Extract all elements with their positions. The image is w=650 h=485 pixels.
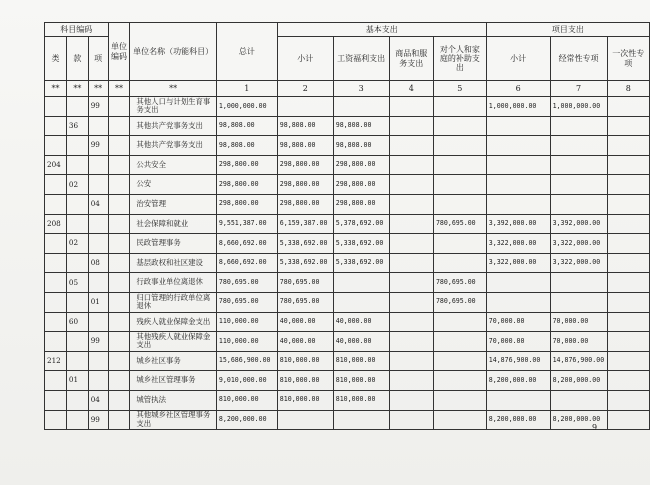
personal-cell xyxy=(433,234,486,254)
wages-cell xyxy=(333,97,389,117)
project-subtotal-cell xyxy=(486,136,550,156)
recurring-cell: 70,000.00 xyxy=(550,332,607,352)
table-row xyxy=(45,312,650,332)
unit-code-cell xyxy=(108,410,130,430)
index-cell: ** xyxy=(108,81,130,97)
basic-subtotal-cell: 98,808.00 xyxy=(277,136,333,156)
goods-cell xyxy=(389,116,433,136)
xiang-cell: 08 xyxy=(88,253,108,273)
wages-cell: 98,808.00 xyxy=(333,136,389,156)
onetime-cell xyxy=(607,332,649,352)
function-name-cell: 其他残疾人就业保障金支出 xyxy=(130,332,217,352)
lei-cell xyxy=(45,136,67,156)
unit-code-cell xyxy=(108,116,130,136)
wages-cell: 98,808.00 xyxy=(333,116,389,136)
recurring-cell: 3,322,000.00 xyxy=(550,253,607,273)
goods-cell xyxy=(389,253,433,273)
project-subtotal-cell xyxy=(486,155,550,175)
kuan-cell xyxy=(66,97,88,117)
xiang-cell xyxy=(88,312,108,332)
table-row xyxy=(45,214,650,234)
xiang-cell xyxy=(88,155,108,175)
xiang-cell xyxy=(88,234,108,254)
goods-cell xyxy=(389,214,433,234)
recurring-cell xyxy=(550,116,607,136)
wages-cell: 5,338,692.00 xyxy=(333,234,389,254)
subject-code-header: 科目编码 xyxy=(45,23,109,37)
recurring-cell: 8,200,000.00 xyxy=(550,410,607,430)
project-subtotal-cell: 70,000.00 xyxy=(486,332,550,352)
basic-subtotal-cell xyxy=(277,410,333,430)
recurring-cell xyxy=(550,175,607,195)
index-cell: 5 xyxy=(433,81,486,97)
personal-cell xyxy=(433,194,486,214)
wages-cell: 298,800.00 xyxy=(333,175,389,195)
goods-cell xyxy=(389,97,433,117)
unit-code-cell xyxy=(108,214,130,234)
table-row xyxy=(45,390,650,410)
kuan-cell xyxy=(66,253,88,273)
personal-cell: 780,695.00 xyxy=(433,214,486,234)
function-name-cell: 民政管理事务 xyxy=(130,234,217,254)
total-cell: 110,000.00 xyxy=(216,312,277,332)
personal-cell xyxy=(433,312,486,332)
total-cell: 110,000.00 xyxy=(216,332,277,352)
onetime-cell xyxy=(607,234,649,254)
recurring-cell xyxy=(550,273,607,293)
goods-cell xyxy=(389,351,433,371)
lei-cell xyxy=(45,332,67,352)
function-name-cell: 城管执法 xyxy=(130,390,217,410)
table-row xyxy=(45,97,650,117)
onetime-cell xyxy=(607,116,649,136)
project-subtotal-cell: 3,322,000.00 xyxy=(486,234,550,254)
function-name-cell: 其他共产党事务支出 xyxy=(130,116,217,136)
total-cell: 9,010,000.00 xyxy=(216,371,277,391)
lei-cell xyxy=(45,97,67,117)
table-row xyxy=(45,155,650,175)
goods-cell xyxy=(389,155,433,175)
function-name-cell: 行政事业单位离退休 xyxy=(130,273,217,293)
kuan-cell xyxy=(66,292,88,312)
function-name-cell: 基层政权和社区建设 xyxy=(130,253,217,273)
kuan-cell xyxy=(66,351,88,371)
total-cell: 780,695.00 xyxy=(216,273,277,293)
lei-cell xyxy=(45,273,67,293)
project-subtotal-cell xyxy=(486,292,550,312)
function-name-cell: 残疾人就业保障金支出 xyxy=(130,312,217,332)
goods-cell xyxy=(389,312,433,332)
personal-cell xyxy=(433,332,486,352)
project-header: 项目支出 xyxy=(486,23,649,37)
personal-cell xyxy=(433,390,486,410)
wages-cell: 810,000.00 xyxy=(333,351,389,371)
goods-cell xyxy=(389,194,433,214)
function-name-cell: 其他城乡社区管理事务支出 xyxy=(130,410,217,430)
recurring-cell xyxy=(550,136,607,156)
project-subtotal-header: 小计 xyxy=(486,37,550,81)
unit-code-cell xyxy=(108,253,130,273)
onetime-header: 一次性专项 xyxy=(607,37,649,81)
function-name-cell: 治安管理 xyxy=(130,194,217,214)
kuan-cell: 01 xyxy=(66,371,88,391)
lei-cell xyxy=(45,371,67,391)
wages-cell: 298,800.00 xyxy=(333,155,389,175)
personal-cell xyxy=(433,351,486,371)
onetime-cell xyxy=(607,253,649,273)
wages-header: 工资福利支出 xyxy=(333,37,389,81)
xiang-cell xyxy=(88,116,108,136)
kuan-cell: 02 xyxy=(66,234,88,254)
unit-code-cell xyxy=(108,292,130,312)
table-row xyxy=(45,253,650,273)
index-cell: 1 xyxy=(216,81,277,97)
unit-code-cell xyxy=(108,351,130,371)
xiang-cell: 99 xyxy=(88,410,108,430)
personal-cell xyxy=(433,155,486,175)
personal-cell xyxy=(433,410,486,430)
unit-code-cell xyxy=(108,312,130,332)
project-subtotal-cell: 3,392,000.00 xyxy=(486,214,550,234)
recurring-cell xyxy=(550,390,607,410)
page-number: 9 xyxy=(592,423,598,432)
kuan-cell xyxy=(66,155,88,175)
total-cell: 780,695.00 xyxy=(216,292,277,312)
unit-code-cell xyxy=(108,136,130,156)
function-name-cell: 社会保障和就业 xyxy=(130,214,217,234)
total-cell: 98,808.00 xyxy=(216,116,277,136)
wages-cell xyxy=(333,292,389,312)
xiang-cell: 01 xyxy=(88,292,108,312)
xiang-cell xyxy=(88,273,108,293)
onetime-cell xyxy=(607,292,649,312)
kuan-cell: 02 xyxy=(66,175,88,195)
xiang-cell: 04 xyxy=(88,390,108,410)
function-name-cell: 城乡社区事务 xyxy=(130,351,217,371)
project-subtotal-cell xyxy=(486,273,550,293)
basic-subtotal-cell: 5,338,692.00 xyxy=(277,253,333,273)
kuan-cell xyxy=(66,214,88,234)
total-cell: 298,800.00 xyxy=(216,175,277,195)
wages-cell: 40,000.00 xyxy=(333,332,389,352)
onetime-cell xyxy=(607,273,649,293)
unit-code-cell xyxy=(108,273,130,293)
basic-subtotal-cell: 810,000.00 xyxy=(277,371,333,391)
lei-cell: 204 xyxy=(45,155,67,175)
project-subtotal-cell xyxy=(486,194,550,214)
table-row xyxy=(45,116,650,136)
basic-subtotal-cell: 298,800.00 xyxy=(277,175,333,195)
total-cell: 9,551,387.00 xyxy=(216,214,277,234)
recurring-cell: 8,200,000.00 xyxy=(550,371,607,391)
recurring-cell: 1,000,000.00 xyxy=(550,97,607,117)
recurring-cell: 3,392,000.00 xyxy=(550,214,607,234)
xiang-cell: 99 xyxy=(88,332,108,352)
basic-subtotal-header: 小计 xyxy=(277,37,333,81)
kuan-cell: 36 xyxy=(66,116,88,136)
recurring-cell: 70,000.00 xyxy=(550,312,607,332)
goods-cell xyxy=(389,371,433,391)
xiang-cell: 99 xyxy=(88,136,108,156)
total-cell: 8,660,692.00 xyxy=(216,253,277,273)
index-cell: 7 xyxy=(550,81,607,97)
personal-cell xyxy=(433,175,486,195)
total-cell: 8,660,692.00 xyxy=(216,234,277,254)
unit-name-header: 单位名称（功能科目） xyxy=(130,23,217,81)
lei-cell xyxy=(45,234,67,254)
onetime-cell xyxy=(607,214,649,234)
basic-subtotal-cell: 810,000.00 xyxy=(277,390,333,410)
personal-header: 对个人和家庭的补助支出 xyxy=(433,37,486,81)
basic-subtotal-cell: 780,695.00 xyxy=(277,273,333,293)
kuan-cell xyxy=(66,410,88,430)
lei-cell xyxy=(45,292,67,312)
index-cell: 6 xyxy=(486,81,550,97)
goods-cell xyxy=(389,410,433,430)
total-cell: 298,800.00 xyxy=(216,194,277,214)
personal-cell xyxy=(433,371,486,391)
onetime-cell xyxy=(607,390,649,410)
index-cell: ** xyxy=(88,81,108,97)
basic-subtotal-cell: 98,808.00 xyxy=(277,116,333,136)
personal-cell: 780,695.00 xyxy=(433,292,486,312)
recurring-cell: 3,322,000.00 xyxy=(550,234,607,254)
personal-cell xyxy=(433,253,486,273)
personal-cell: 780,695.00 xyxy=(433,273,486,293)
function-name-cell: 其他共产党事务支出 xyxy=(130,136,217,156)
recurring-header: 经常性专项 xyxy=(550,37,607,81)
goods-cell xyxy=(389,273,433,293)
basic-subtotal-cell: 40,000.00 xyxy=(277,332,333,352)
onetime-cell xyxy=(607,410,649,430)
unit-code-cell xyxy=(108,390,130,410)
table-row xyxy=(45,410,650,430)
index-cell: 4 xyxy=(389,81,433,97)
goods-cell xyxy=(389,292,433,312)
goods-header: 商品和服务支出 xyxy=(389,37,433,81)
unit-code-cell xyxy=(108,332,130,352)
onetime-cell xyxy=(607,371,649,391)
personal-cell xyxy=(433,136,486,156)
wages-cell: 810,000.00 xyxy=(333,390,389,410)
lei-cell xyxy=(45,194,67,214)
xiang-cell xyxy=(88,175,108,195)
wages-cell: 40,000.00 xyxy=(333,312,389,332)
index-row xyxy=(45,81,650,97)
project-subtotal-cell xyxy=(486,116,550,136)
wages-cell: 298,800.00 xyxy=(333,194,389,214)
table-row xyxy=(45,175,650,195)
wages-cell: 810,000.00 xyxy=(333,371,389,391)
lei-cell xyxy=(45,410,67,430)
basic-subtotal-cell: 6,159,387.00 xyxy=(277,214,333,234)
personal-cell xyxy=(433,97,486,117)
project-subtotal-cell: 8,200,000.00 xyxy=(486,371,550,391)
total-cell: 15,686,900.00 xyxy=(216,351,277,371)
kuan-cell xyxy=(66,332,88,352)
kuan-header: 款 xyxy=(66,37,88,81)
onetime-cell xyxy=(607,175,649,195)
function-name-cell: 城乡社区管理事务 xyxy=(130,371,217,391)
xiang-cell xyxy=(88,371,108,391)
total-cell: 810,000.00 xyxy=(216,390,277,410)
total-cell: 98,808.00 xyxy=(216,136,277,156)
table-row xyxy=(45,194,650,214)
kuan-cell xyxy=(66,194,88,214)
goods-cell xyxy=(389,175,433,195)
basic-subtotal-cell xyxy=(277,97,333,117)
lei-cell xyxy=(45,116,67,136)
basic-header: 基本支出 xyxy=(277,23,486,37)
onetime-cell xyxy=(607,97,649,117)
kuan-cell: 05 xyxy=(66,273,88,293)
onetime-cell xyxy=(607,194,649,214)
recurring-cell: 14,876,900.00 xyxy=(550,351,607,371)
xiang-cell xyxy=(88,214,108,234)
personal-cell xyxy=(433,116,486,136)
function-name-cell: 其他人口与计划生育事务支出 xyxy=(130,97,217,117)
onetime-cell xyxy=(607,155,649,175)
recurring-cell xyxy=(550,194,607,214)
table-row xyxy=(45,234,650,254)
onetime-cell xyxy=(607,351,649,371)
goods-cell xyxy=(389,332,433,352)
table-row xyxy=(45,371,650,391)
lei-header: 类 xyxy=(45,37,67,81)
wages-cell: 5,378,692.00 xyxy=(333,214,389,234)
basic-subtotal-cell: 780,695.00 xyxy=(277,292,333,312)
lei-cell xyxy=(45,175,67,195)
total-cell: 298,800.00 xyxy=(216,155,277,175)
project-subtotal-cell: 70,000.00 xyxy=(486,312,550,332)
table-header xyxy=(45,23,650,97)
recurring-cell xyxy=(550,155,607,175)
basic-subtotal-cell: 810,000.00 xyxy=(277,351,333,371)
project-subtotal-cell: 14,876,900.00 xyxy=(486,351,550,371)
unit-code-cell xyxy=(108,234,130,254)
index-cell: ** xyxy=(45,81,67,97)
table-row xyxy=(45,332,650,352)
goods-cell xyxy=(389,234,433,254)
xiang-cell: 04 xyxy=(88,194,108,214)
index-cell: 8 xyxy=(607,81,649,97)
kuan-cell xyxy=(66,136,88,156)
unit-code-cell xyxy=(108,371,130,391)
total-cell: 1,000,000.00 xyxy=(216,97,277,117)
basic-subtotal-cell: 298,800.00 xyxy=(277,155,333,175)
project-subtotal-cell: 1,000,000.00 xyxy=(486,97,550,117)
recurring-cell xyxy=(550,292,607,312)
onetime-cell xyxy=(607,136,649,156)
lei-cell: 208 xyxy=(45,214,67,234)
total-header: 总计 xyxy=(216,23,277,81)
project-subtotal-cell: 3,322,000.00 xyxy=(486,253,550,273)
wages-cell: 5,338,692.00 xyxy=(333,253,389,273)
table-row xyxy=(45,351,650,371)
unit-code-cell xyxy=(108,194,130,214)
xiang-header: 项 xyxy=(88,37,108,81)
wages-cell xyxy=(333,273,389,293)
basic-subtotal-cell: 298,800.00 xyxy=(277,194,333,214)
unit-code-cell xyxy=(108,155,130,175)
table-row xyxy=(45,273,650,293)
index-cell: 3 xyxy=(333,81,389,97)
lei-cell xyxy=(45,390,67,410)
basic-subtotal-cell: 40,000.00 xyxy=(277,312,333,332)
onetime-cell xyxy=(607,312,649,332)
goods-cell xyxy=(389,136,433,156)
index-cell: ** xyxy=(130,81,217,97)
table-row xyxy=(45,292,650,312)
wages-cell xyxy=(333,410,389,430)
xiang-cell: 99 xyxy=(88,97,108,117)
unit-code-cell xyxy=(108,97,130,117)
function-name-cell: 公共安全 xyxy=(130,155,217,175)
kuan-cell xyxy=(66,390,88,410)
function-name-cell: 归口管理的行政单位离退休 xyxy=(130,292,217,312)
table-row xyxy=(45,136,650,156)
goods-cell xyxy=(389,390,433,410)
lei-cell xyxy=(45,253,67,273)
unit-code-cell xyxy=(108,175,130,195)
table-body xyxy=(45,97,650,430)
kuan-cell: 60 xyxy=(66,312,88,332)
xiang-cell xyxy=(88,351,108,371)
budget-table xyxy=(44,22,650,430)
project-subtotal-cell: 8,200,000.00 xyxy=(486,410,550,430)
total-cell: 8,200,000.00 xyxy=(216,410,277,430)
function-name-cell: 公安 xyxy=(130,175,217,195)
basic-subtotal-cell: 5,338,692.00 xyxy=(277,234,333,254)
project-subtotal-cell xyxy=(486,175,550,195)
unit-code-header: 单位编码 xyxy=(108,23,130,81)
lei-cell: 212 xyxy=(45,351,67,371)
index-cell: 2 xyxy=(277,81,333,97)
lei-cell xyxy=(45,312,67,332)
project-subtotal-cell xyxy=(486,390,550,410)
index-cell: ** xyxy=(66,81,88,97)
